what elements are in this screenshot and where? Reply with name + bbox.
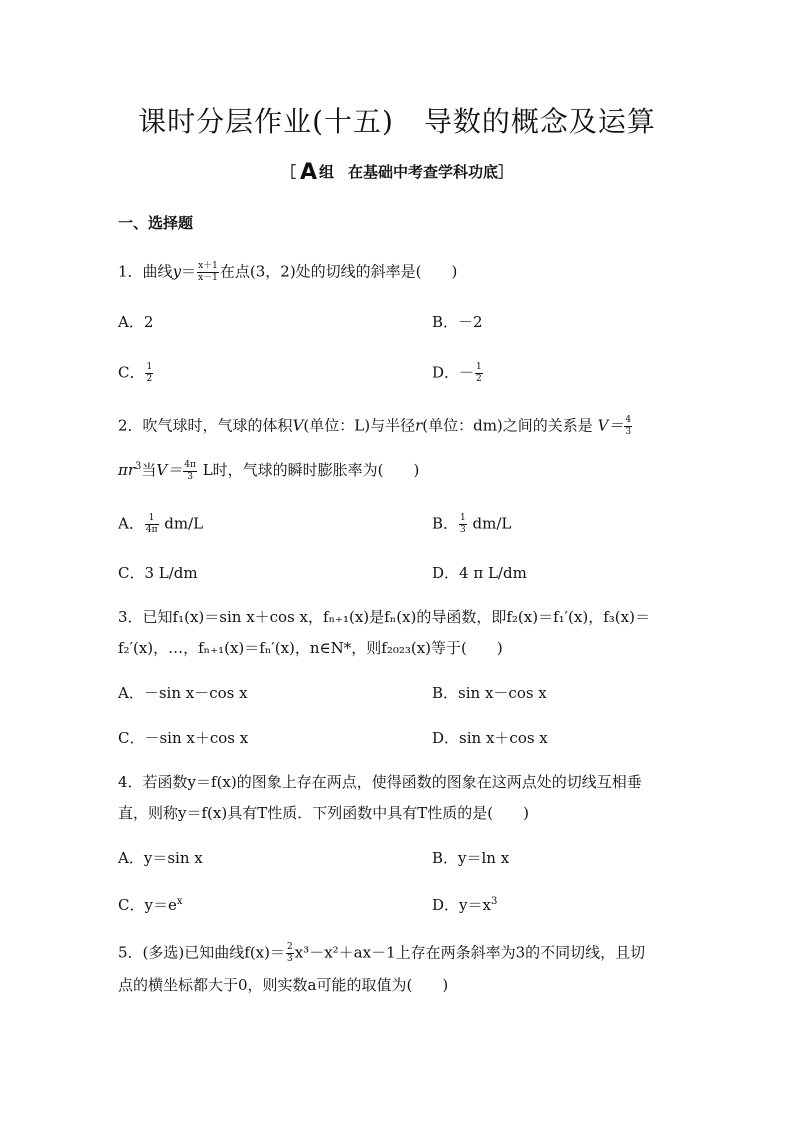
- frac-num: 1: [145, 513, 159, 525]
- question-number: 1．: [118, 262, 143, 281]
- frac-num: 1: [476, 362, 482, 372]
- q1-fraction: [197, 261, 219, 284]
- q4-close: ): [523, 804, 529, 822]
- option-exponent: x: [176, 896, 183, 907]
- frac-den: 3: [460, 525, 466, 535]
- q3-close: ): [496, 639, 503, 657]
- q5-fraction: [286, 942, 294, 965]
- option-label: C．: [118, 564, 145, 582]
- q2-exponent: 3: [135, 461, 142, 472]
- option-label: A．: [118, 313, 144, 331]
- question-5-cont: [118, 975, 448, 995]
- frac-den: 2: [476, 374, 482, 384]
- q4-option-c[interactable]: [118, 892, 182, 915]
- q2-option-a[interactable]: [118, 513, 203, 536]
- title-topic: 导数的概念及运算: [423, 105, 656, 138]
- q2-formula: V＝: [156, 461, 183, 479]
- q2-var-v: V: [292, 416, 304, 435]
- frac-den: x－1: [198, 273, 218, 283]
- title-main: 课时分层作业(十五): [138, 105, 394, 138]
- option-label: B．: [432, 313, 459, 331]
- option-label: C．: [118, 729, 145, 747]
- q5-text: 点的横坐标都大于0，则实数a可能的取值为(: [118, 976, 413, 994]
- q1-var: y: [172, 262, 182, 281]
- question-3-cont: [118, 638, 503, 658]
- option-sign: －: [459, 363, 475, 382]
- q4-option-a[interactable]: [118, 848, 203, 868]
- frac-num: x＋1: [198, 261, 218, 271]
- q1-text: 曲线: [142, 262, 173, 281]
- q1-close: ): [451, 262, 458, 281]
- option-label: D．: [432, 729, 460, 747]
- frac-den: 2: [146, 374, 153, 384]
- question-1: [118, 261, 457, 284]
- q2-option-c[interactable]: [118, 563, 198, 583]
- q2-text: (单位：dm)之间的关系是: [422, 416, 593, 435]
- option-text: y＝ln x: [458, 849, 510, 867]
- option-label: A．: [118, 514, 144, 533]
- option-label: D．: [432, 564, 460, 582]
- q2-option-d[interactable]: [432, 563, 527, 583]
- option-label: D．: [432, 363, 460, 382]
- question-2-cont: [118, 457, 419, 483]
- q5-close: ): [442, 976, 449, 994]
- question-3: [118, 607, 650, 627]
- question-5: [118, 942, 645, 965]
- group-label: 组: [319, 163, 335, 181]
- option-text: y＝e: [144, 896, 177, 914]
- q2-close: ): [413, 461, 420, 479]
- option-unit: dm/L: [159, 514, 204, 533]
- option-label: A．: [118, 849, 144, 867]
- option-label: C．: [118, 896, 145, 914]
- q5-text: x³－x²＋ax－1上存在两条斜率为3的不同切线，且切: [294, 943, 646, 962]
- q5-text: 已知曲线f(x)＝: [184, 943, 285, 962]
- q2-text: L时，气球的瞬时膨胀率为(: [197, 461, 384, 479]
- option-text: －sin x－cos x: [143, 684, 248, 702]
- q3-option-a[interactable]: [118, 683, 248, 703]
- question-number: 5．: [118, 943, 143, 962]
- q2-formula: V＝: [597, 416, 624, 435]
- frac-den: 3: [286, 954, 293, 964]
- q1-option-a[interactable]: [118, 312, 153, 332]
- option-text: sin x－cos x: [458, 684, 547, 702]
- option-label: C．: [118, 363, 145, 382]
- option-text: －2: [458, 313, 483, 331]
- section-title: 一、选择题: [118, 214, 194, 232]
- group-description: 在基础中考查学科功底: [348, 163, 499, 181]
- option-text: sin x＋cos x: [459, 729, 548, 747]
- q2-text: 当: [141, 461, 157, 479]
- option-fraction: [475, 362, 483, 385]
- page-title: [0, 100, 794, 140]
- q1-option-b[interactable]: [432, 312, 483, 332]
- q1-text-post: 在点(3，2)处的切线的斜率是(: [219, 262, 422, 281]
- q4-text: 若函数y＝f(x)的图象上存在两点，使得函数的图象在这两点处的切线互相垂: [142, 773, 642, 791]
- frac-den: 3: [625, 427, 632, 437]
- frac-num: 4π: [184, 459, 196, 470]
- group-badge: A: [299, 160, 317, 185]
- bracket-right: ］: [498, 163, 514, 181]
- frac-num: 1: [460, 513, 466, 523]
- option-label: B．: [432, 849, 459, 867]
- option-text: 2: [143, 313, 154, 331]
- q1-option-c[interactable]: [118, 362, 154, 385]
- question-4-cont: [118, 803, 529, 823]
- bracket-left: ［: [280, 163, 296, 181]
- q2-text: 吹气球时，气球的体积: [142, 416, 293, 435]
- frac-num: 4: [625, 415, 632, 425]
- q2-option-b[interactable]: [432, 513, 511, 536]
- option-text: y＝sin x: [143, 849, 203, 867]
- frac-num: 1: [146, 362, 153, 372]
- q1-option-d[interactable]: [432, 362, 484, 385]
- option-text: 3 L/dm: [144, 564, 198, 582]
- q4-option-d[interactable]: [432, 892, 497, 915]
- q3-option-c[interactable]: [118, 728, 248, 748]
- option-label: A．: [118, 684, 144, 702]
- option-fraction: [145, 362, 153, 385]
- option-label: B．: [432, 684, 459, 702]
- option-label: D．: [432, 896, 460, 914]
- option-unit: dm/L: [467, 514, 512, 533]
- q3-option-d[interactable]: [432, 728, 548, 748]
- q2-text: (单位：L)与半径: [303, 416, 416, 435]
- q3-text: f₂′(x)，…，fₙ₊₁(x)＝fₙ′(x)，n∈N*，则f₂₀₂₃(x)等于(: [118, 639, 467, 657]
- option-fraction: [459, 513, 467, 536]
- frac-num: 2: [286, 942, 293, 952]
- question-4: [118, 772, 642, 792]
- q3-option-b[interactable]: [432, 683, 547, 703]
- q1-eq: ＝: [181, 262, 197, 281]
- q2-formula: πr: [118, 461, 136, 479]
- option-text: 4 π L/dm: [459, 564, 527, 582]
- q2-fraction: [624, 415, 632, 438]
- option-exponent: 3: [490, 896, 498, 907]
- question-2: [118, 415, 633, 438]
- frac-den: 4π: [145, 525, 158, 535]
- option-text: －sin x＋cos x: [144, 729, 249, 747]
- question-number: 4．: [118, 773, 143, 791]
- q4-option-b[interactable]: [432, 848, 509, 868]
- option-text: y＝x: [459, 896, 491, 914]
- q3-text: 已知f₁(x)＝sin x＋cos x，fₙ₊₁(x)是fₙ(x)的导函数，即f₂(x)＝f₁′(x)，f₃(x)＝: [142, 608, 650, 626]
- question-number: 2．: [118, 416, 143, 435]
- q4-text: 直，则称y＝f(x)具有T性质．下列函数中具有T性质的是(: [118, 804, 494, 822]
- q2-fraction: [183, 460, 197, 483]
- q2-var-r: r: [415, 416, 423, 435]
- option-fraction: [145, 513, 159, 536]
- group-heading: [0, 160, 794, 185]
- question-number: 3．: [118, 608, 143, 626]
- q5-tag: (多选): [142, 943, 185, 962]
- frac-den: 3: [187, 471, 193, 482]
- option-label: B．: [432, 514, 459, 533]
